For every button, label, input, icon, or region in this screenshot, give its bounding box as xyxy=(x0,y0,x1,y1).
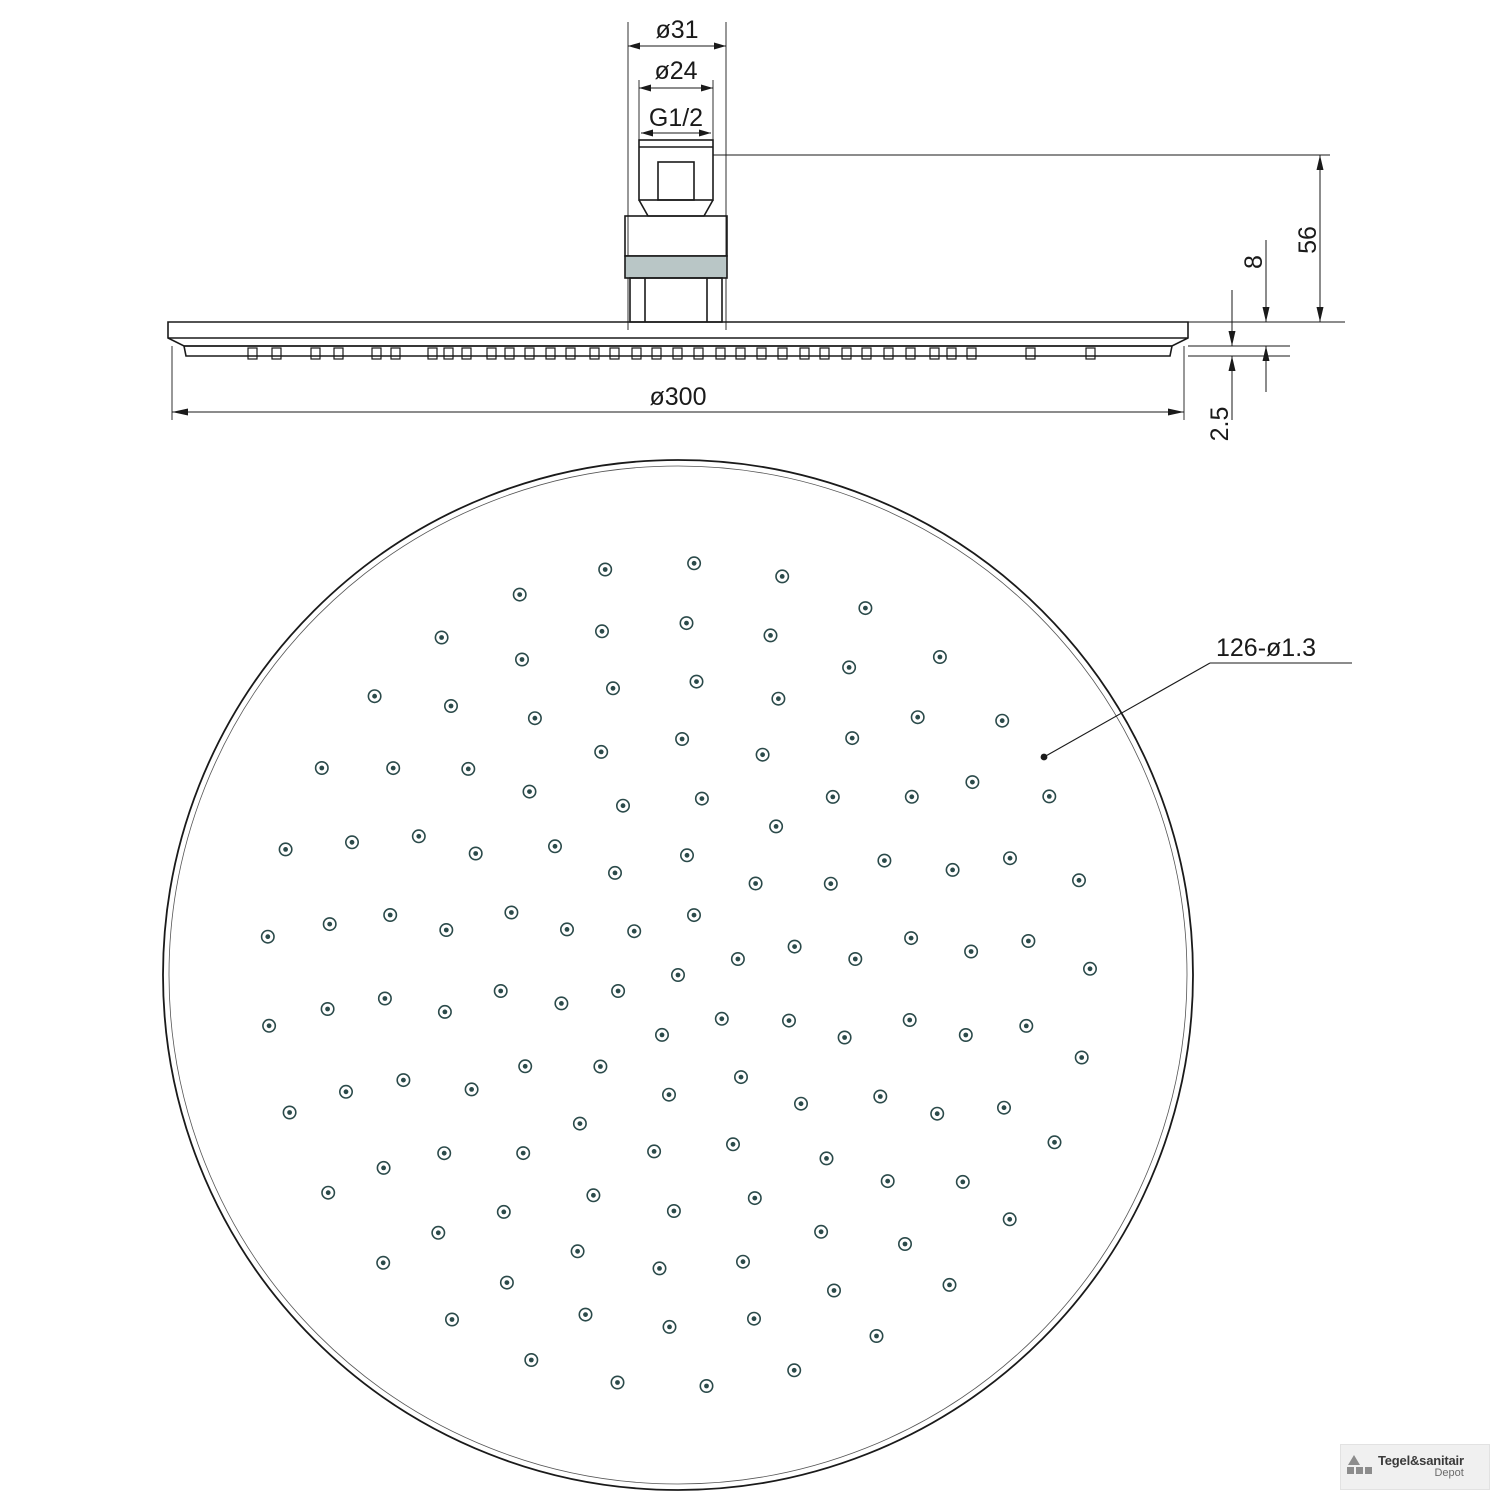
nozzle-hole xyxy=(495,985,507,997)
nozzle-hole xyxy=(648,1145,660,1157)
dim-lines-height-stack xyxy=(713,155,1345,420)
nozzle-hole xyxy=(764,629,776,641)
nozzle-hole xyxy=(681,849,693,861)
nozzle-hole xyxy=(555,997,567,1009)
nozzle-hole xyxy=(776,570,788,582)
nozzle-hole xyxy=(899,1238,911,1250)
nozzle-hole xyxy=(516,653,528,665)
nozzle-hole xyxy=(716,1013,728,1025)
nozzle-hole xyxy=(435,631,447,643)
nozzle-hole xyxy=(966,776,978,788)
bottom-view-group xyxy=(163,460,1352,1490)
nozzle-hole xyxy=(960,1029,972,1041)
nozzle-hole xyxy=(1043,790,1055,802)
watermark-text xyxy=(1378,1454,1464,1479)
nozzle-hole xyxy=(413,830,425,842)
nozzle-hole xyxy=(465,1083,477,1095)
nozzle-hole xyxy=(549,840,561,852)
nozzle-hole xyxy=(795,1098,807,1110)
nozzle-hole xyxy=(501,1276,513,1288)
nozzle-hole xyxy=(846,732,858,744)
nozzle-hole xyxy=(1004,852,1016,864)
nozzle-hole xyxy=(663,1321,675,1333)
nozzle-hole xyxy=(783,1014,795,1026)
watermark-line2: Depot xyxy=(1434,1467,1464,1480)
nozzle-hole xyxy=(322,1187,334,1199)
nozzle-hole xyxy=(700,1380,712,1392)
nozzle-hole xyxy=(611,1376,623,1388)
label-head-diameter: ø300 xyxy=(649,383,707,411)
nozzle-hole xyxy=(912,711,924,723)
nozzle-hole xyxy=(377,1257,389,1269)
nozzle-hole xyxy=(628,925,640,937)
nozzle-hole xyxy=(934,651,946,663)
nozzle-hole xyxy=(874,1090,886,1102)
nozzle-hole xyxy=(609,867,621,879)
nozzle-hole xyxy=(612,985,624,997)
nozzle-hole xyxy=(770,820,782,832)
nozzle-hole xyxy=(595,746,607,758)
nozzle-hole xyxy=(870,1330,882,1342)
nozzle-hole xyxy=(1084,963,1096,975)
label-nozzle-callout: 126-ø1.3 xyxy=(1216,634,1317,662)
label-thread-size: G1/2 xyxy=(648,104,704,132)
nozzle-hole xyxy=(462,763,474,775)
nozzle-hole xyxy=(321,1003,333,1015)
nozzle-hole xyxy=(432,1227,444,1239)
nozzle-hole xyxy=(574,1117,586,1129)
nozzle-hole xyxy=(690,675,702,687)
nozzle-hole xyxy=(387,762,399,774)
nozzle-hole xyxy=(998,1102,1010,1114)
nozzle-hole xyxy=(905,932,917,944)
nozzle-hole xyxy=(1048,1136,1060,1148)
nozzle-hole xyxy=(1022,935,1034,947)
nozzle-hole xyxy=(825,878,837,890)
watermark-line1: Tegel&sanitair xyxy=(1378,1453,1464,1469)
nozzle-hole xyxy=(748,1313,760,1325)
nozzle-hole xyxy=(772,693,784,705)
label-rim-thickness: 2.5 xyxy=(1206,406,1234,442)
nozzle-hole xyxy=(617,800,629,812)
label-overall-height: 56 xyxy=(1294,226,1322,254)
nozzle-hole xyxy=(368,690,380,702)
nozzle-hole xyxy=(946,864,958,876)
nozzle-hole xyxy=(498,1206,510,1218)
nozzle-hole xyxy=(788,940,800,952)
nozzle-hole xyxy=(828,1284,840,1296)
nozzle-hole xyxy=(943,1279,955,1291)
nozzle-hole xyxy=(732,953,744,965)
nozzle-hole xyxy=(859,602,871,614)
nozzle-hole xyxy=(579,1308,591,1320)
nozzle-hole xyxy=(680,617,692,629)
nozzle-hole xyxy=(688,557,700,569)
nozzle-stubs-side xyxy=(248,348,1095,359)
nozzle-hole xyxy=(882,1175,894,1187)
nozzle-hole xyxy=(688,909,700,921)
nozzle-hole xyxy=(596,625,608,637)
nozzle-hole xyxy=(1020,1020,1032,1032)
side-view-group xyxy=(168,22,1345,420)
nozzle-hole xyxy=(263,1020,275,1032)
nozzle-hole xyxy=(346,836,358,848)
nozzle-hole xyxy=(377,1162,389,1174)
nozzle-hole xyxy=(957,1176,969,1188)
nozzle-hole xyxy=(815,1226,827,1238)
nozzle-hole xyxy=(440,924,452,936)
nozzle-hole xyxy=(283,1106,295,1118)
nozzle-hole xyxy=(849,953,861,965)
nozzle-hole xyxy=(519,1060,531,1072)
nozzle-hole xyxy=(571,1245,583,1257)
nozzle-hole xyxy=(607,682,619,694)
nozzle-hole xyxy=(904,1014,916,1026)
nozzle-hole xyxy=(749,877,761,889)
nozzle-hole xyxy=(656,1029,668,1041)
nozzle-hole xyxy=(599,563,611,575)
nozzle-hole xyxy=(727,1138,739,1150)
nozzle-hole xyxy=(696,792,708,804)
nozzle-hole xyxy=(438,1147,450,1159)
label-plate-thickness: 8 xyxy=(1240,255,1268,269)
nozzle-hole xyxy=(653,1262,665,1274)
nozzle-hole xyxy=(262,931,274,943)
nozzle-hole xyxy=(397,1074,409,1086)
label-inlet-outer-diameter: ø31 xyxy=(655,16,699,44)
nozzle-hole xyxy=(788,1364,800,1376)
nozzle-hole xyxy=(737,1256,749,1268)
nozzle-hole xyxy=(470,847,482,859)
nozzle-hole xyxy=(827,791,839,803)
nozzle-hole xyxy=(561,923,573,935)
nozzle-hole xyxy=(749,1192,761,1204)
nozzle-hole-group xyxy=(262,557,1097,1392)
nozzle-hole xyxy=(1073,874,1085,886)
nozzle-hole xyxy=(1004,1213,1016,1225)
nozzle-hole xyxy=(587,1189,599,1201)
nozzle-hole xyxy=(1076,1051,1088,1063)
nozzle-hole xyxy=(838,1031,850,1043)
nozzle-hole xyxy=(735,1071,747,1083)
nozzle-hole xyxy=(505,906,517,918)
nozzle-hole xyxy=(445,700,457,712)
nozzle-hole xyxy=(340,1086,352,1098)
nozzle-hole xyxy=(525,1354,537,1366)
nozzle-hole xyxy=(931,1108,943,1120)
nozzle-hole xyxy=(324,918,336,930)
nozzle-hole xyxy=(820,1152,832,1164)
nozzle-hole xyxy=(529,712,541,724)
depot-logo-icon xyxy=(1347,1454,1373,1480)
nozzle-callout-leader xyxy=(1041,663,1352,760)
nozzle-hole xyxy=(676,733,688,745)
nozzle-hole xyxy=(965,945,977,957)
nozzle-hole xyxy=(663,1089,675,1101)
nozzle-hole xyxy=(668,1205,680,1217)
nozzle-hole xyxy=(439,1006,451,1018)
nozzle-hole xyxy=(446,1313,458,1325)
nozzle-hole xyxy=(756,749,768,761)
nozzle-hole xyxy=(878,854,890,866)
nozzle-hole xyxy=(523,785,535,797)
nozzle-hole xyxy=(316,762,328,774)
nozzle-hole xyxy=(672,969,684,981)
nozzle-hole xyxy=(279,843,291,855)
nozzle-hole xyxy=(594,1060,606,1072)
nozzle-hole xyxy=(379,992,391,1004)
nozzle-hole xyxy=(384,909,396,921)
inlet-connector-body xyxy=(625,140,727,322)
nozzle-hole xyxy=(843,661,855,673)
nozzle-hole xyxy=(517,1147,529,1159)
watermark-logo xyxy=(1340,1444,1490,1490)
nozzle-hole xyxy=(514,588,526,600)
nozzle-hole xyxy=(906,791,918,803)
label-inlet-inner-diameter: ø24 xyxy=(654,57,698,85)
nozzle-hole xyxy=(996,715,1008,727)
